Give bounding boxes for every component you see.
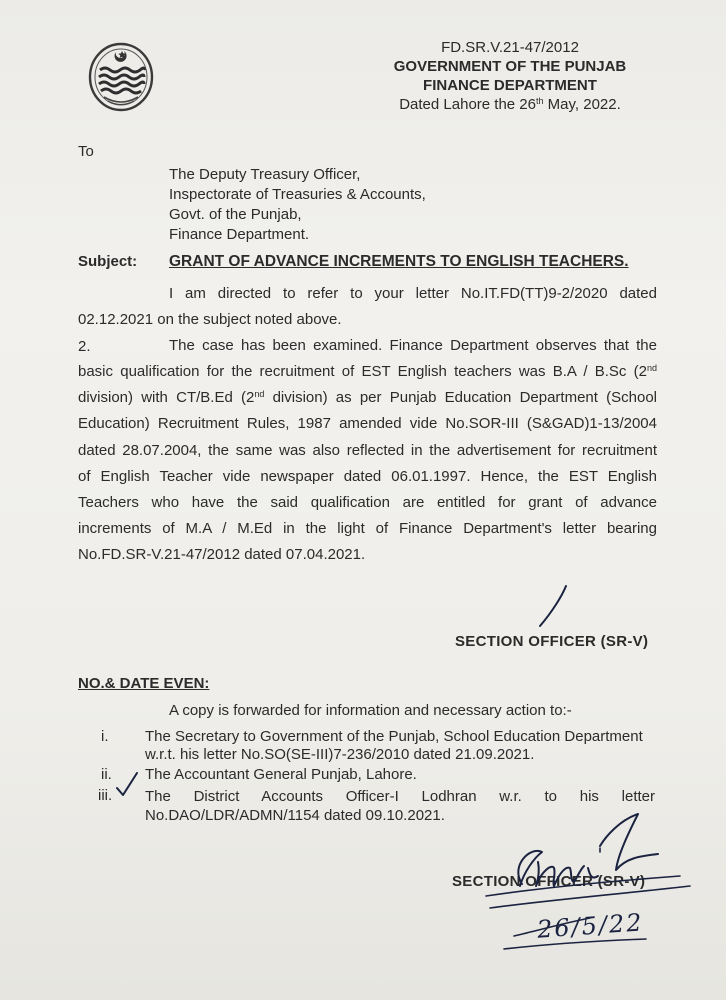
endorsement-intro: A copy is forwarded for information and necessary action to:- bbox=[169, 702, 572, 719]
addressee-line: Inspectorate of Treasuries & Accounts, bbox=[169, 186, 426, 203]
handwritten-date: 26/5/22 bbox=[536, 908, 645, 944]
subject-text: GRANT OF ADVANCE INCREMENTS TO ENGLISH TEACHERS. bbox=[169, 253, 629, 270]
government-name: GOVERNMENT OF THE PUNJAB bbox=[393, 58, 627, 75]
item-number: iii. bbox=[98, 787, 113, 804]
copy-recipient-line: The Secretary to Government of the Punjab, School Education Department bbox=[145, 728, 643, 745]
copy-recipient-line: The Accountant General Punjab, Lahore. bbox=[145, 766, 417, 783]
copy-recipient-line: No.DAO/LDR/ADMN/1154 dated 09.10.2021. bbox=[145, 807, 445, 824]
paragraph-2-body: basic qualification for the recruitment of EST English teachers was B.A / B.Sc (2nd division) with CT/B.Ed (2nd division) as per Punjab Education Department (School Education) Recruitment Rules, 1987 amended vide No.SOR-III (S&GAD)1-13/2004 dated 28.07.2004, the same was also reflected in the advertisement for recruitment of English Teacher vide newspaper dated 06.01.1997. Hence, the EST English Teachers who have the said qualification are entitled for grant of advance increments of M.A / M.Ed in the light of Finance Department's letter bearing No.FD.SR-V.21-47/2012 dated 07.04.2021. bbox=[78, 363, 657, 564]
paragraph-1-line-1: I am directed to refer to your letter No.IT.FD(TT)9-2/2020 dated bbox=[169, 285, 657, 302]
handwritten-signature-stroke bbox=[528, 582, 578, 630]
addressee-line: Finance Department. bbox=[169, 226, 310, 243]
addressee-line: Govt. of the Punjab, bbox=[169, 206, 302, 223]
item-number: ii. bbox=[101, 766, 112, 783]
paragraph-1-line-2: 02.12.2021 on the subject noted above. bbox=[78, 311, 342, 328]
to-label: To bbox=[78, 143, 94, 160]
subject-label: Subject: bbox=[78, 253, 138, 270]
copy-recipient-line: The District Accounts Officer-I Lodhran w.r. to his letter bbox=[145, 788, 655, 805]
handwritten-date-underline bbox=[500, 935, 650, 955]
addressee-line: The Deputy Treasury Officer, bbox=[169, 166, 361, 183]
letter-date: Dated Lahore the 26th May, 2022. bbox=[399, 96, 621, 113]
item-number: i. bbox=[101, 728, 109, 745]
paragraph-2-number: 2. bbox=[78, 338, 91, 355]
paragraph-2-line-1: The case has been examined. Finance Department observes that the bbox=[169, 337, 657, 354]
section-officer-designation-2: SECTION OFFICER (SR-V) bbox=[452, 873, 646, 890]
endorsement-heading: NO.& DATE EVEN: bbox=[78, 675, 210, 692]
checkmark-icon bbox=[114, 770, 140, 800]
addressee-block bbox=[169, 165, 426, 245]
department-name: FINANCE DEPARTMENT bbox=[423, 77, 597, 94]
file-number: FD.SR.V.21-47/2012 bbox=[441, 39, 579, 56]
letter-header bbox=[380, 38, 640, 114]
punjab-government-emblem bbox=[86, 40, 156, 112]
copy-recipient-line: w.r.t. his letter No.SO(SE-III)7-236/2010 dated 21.09.2021. bbox=[145, 746, 535, 763]
section-officer-designation: SECTION OFFICER (SR-V) bbox=[455, 633, 649, 650]
